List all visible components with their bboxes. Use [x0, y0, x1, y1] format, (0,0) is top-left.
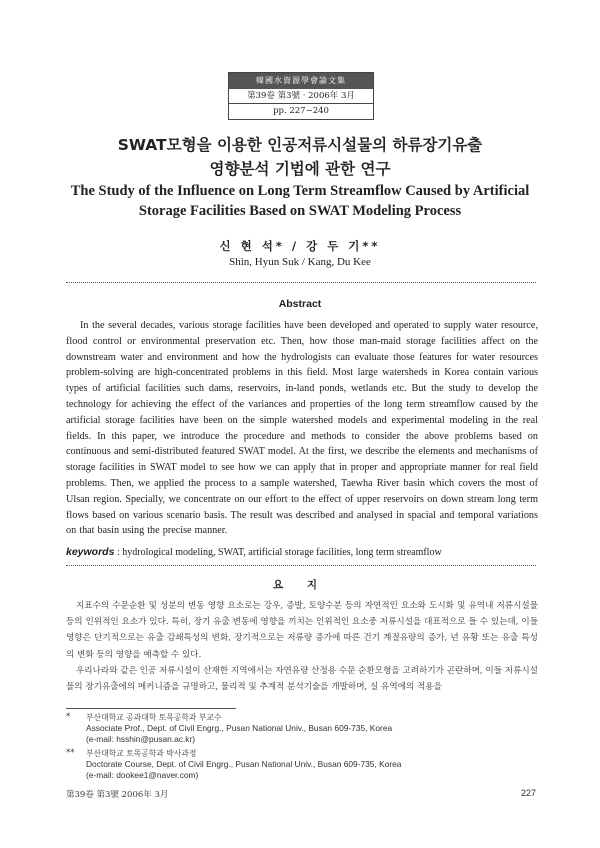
journal-info-box: [228, 72, 374, 120]
journal-name: 韓國水資源學會論文集: [229, 73, 373, 89]
summary-body: [66, 598, 538, 695]
title-english-line1: The Study of the Influence on Long Term Streamflow Caused by Artificial: [70, 183, 530, 199]
footnote-affiliation-en: Associate Prof., Dept. of Civil Engrg., Pusan National Univ., Busan 609-735, Korea: [86, 723, 393, 734]
title-korean-line2: 영향분석 기법에 관한 연구: [209, 160, 391, 178]
footnote-2: [66, 748, 538, 782]
journal-volume: 第39卷 第3號 · 2006年 3月: [229, 89, 373, 104]
authors-english: Shin, Hyun Suk / Kang, Du Kee: [229, 256, 371, 268]
page-number: 227: [520, 788, 536, 798]
footer-issue: 第39卷 第3號 2006年 3月: [66, 790, 169, 800]
keywords: [66, 546, 538, 558]
footnotes: [66, 712, 538, 781]
abstract-body: [66, 318, 538, 539]
footnote-mark: *: [66, 712, 71, 722]
summary-heading: 요 지: [273, 579, 327, 591]
summary-paragraph-1: 지표수의 수문순환 및 성분의 변동 영향 요소로는 강우, 증발, 토양수분 등의 자연적인 요소와 도시화 및 유역내 저류시설물 등의 인위적인 요소가 있다. 특히, 장기 유출 변동에 영향을 끼치는 인위적인 요소중 저류시설을 대표적으로 들 수 있는데, 이들 영향은 단기적으로는 유출 감쇄특성의 변화, 장기적으로는 저류량 증가에 따른 건기 계절유량의 증가, 년 유황 또는 유출 특성의 변화 등의 영향을 예측할 수 있다.: [66, 601, 538, 660]
footnote-email: (e-mail: dookee1@naver.com): [86, 770, 199, 781]
footnote-affiliation-ko: 부산대학교 토목공학과 박사과정: [86, 748, 197, 758]
divider-top: [66, 282, 536, 283]
summary-paragraph-2: 우리나라와 같은 인공 저류시설이 산재한 지역에서는 자연유량 산정용 수문 순환모형을 고려하기가 곤란하며, 이들 저류시설물의 장기유출에의 메커니즘을 규명하고, 물리적 및 추계적 분석기술을 개발하며, 실 유역에의 적용을: [66, 665, 538, 693]
keywords-label: keywords: [66, 546, 115, 558]
footnote-affiliation-ko: 부산대학교 공과대학 토목공학과 부교수: [86, 713, 222, 722]
keywords-text: hydrological modeling, SWAT, artificial storage facilities, long term streamflow: [122, 547, 442, 558]
divider-middle: [66, 565, 536, 566]
authors-korean: 신 현 석* / 강 두 기**: [219, 239, 381, 253]
abstract-heading: Abstract: [278, 298, 322, 310]
journal-pages: pp. 227~240: [273, 106, 329, 116]
footnote-email: (e-mail: hsshin@pusan.ac.kr): [86, 734, 196, 745]
footnote-affiliation-en: Doctorate Course, Dept. of Civil Engrg., Pusan National Univ., Busan 609-735, Korea: [86, 758, 402, 769]
title-english-line2: Storage Facilities Based on SWAT Modeling Process: [138, 203, 462, 219]
keywords-separator: :: [114, 547, 123, 558]
title-korean-line1: SWAT모형을 이용한 인공저류시설물의 하류장기유출: [117, 136, 483, 154]
abstract-text: In the several decades, various storage facilities have been developed and operated to supply water resource, flood control or environmental preservation etc. Then, how those man-maid storage facilities affect on the downstream water and environment and how the hydrologists can evaluate those features for water resources problem-solving are high-concentrated problems in this field. Most large watersheds in Korea contain various types of artificial facilities such dams, reservoirs, in-land ponds, wetlands etc. But the study to develop the technology for achieving the effect of the variances and properties of the long term streamflow caused by the artificial storage facilities have been on the simple watershed models and experimental modeling in the real fields. In this paper, we introduce the procedure and methods to consider the above problems based on continuous and semi-distributed featured SWAT model. At the first, we describe the elements and mechanisms of storage facilities in SWAT model to see how we can apply that in proper and appropriate manner for real field problems. Then, we applied the process to a sample watershed, Taewha River basin which covers the most of Ulsan region. Specially, we concentrate on our effort to the effect of upper reservoirs on down stream long term flows based on various scenario basis. The result was described and analysed in spacial and temporal variations on that basin using the precise manner.: [66, 320, 538, 537]
footnote-mark: **: [66, 747, 75, 758]
footnote-separator: [66, 708, 236, 709]
footnote-1: [66, 712, 538, 746]
